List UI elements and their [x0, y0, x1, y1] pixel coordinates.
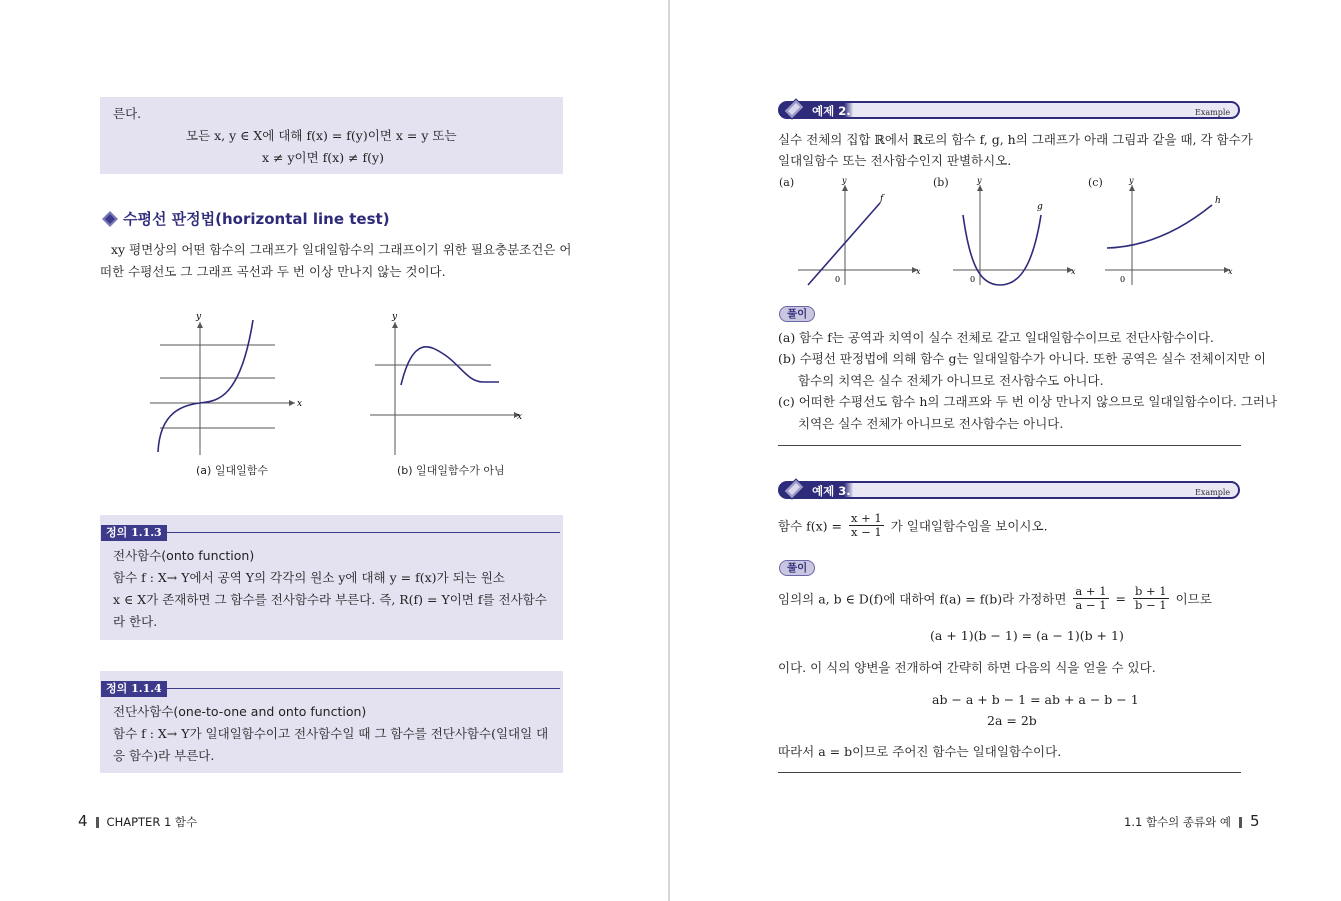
section-title: 수평선 판정법(horizontal line test)	[122, 210, 390, 228]
graph-h	[1100, 175, 1240, 290]
numerator: a + 1	[1075, 584, 1107, 598]
example-tag: Example	[1195, 108, 1231, 117]
chapter-title: CHAPTER 1 함수	[106, 815, 198, 829]
definition-1-1-3	[100, 515, 563, 640]
definition-line-3: 라 한다.	[113, 614, 158, 629]
solution-a: (a) 함수 f는 공역과 치역이 실수 전체로 같고 일대일함수이므로 전단사함수이다.	[778, 330, 1214, 345]
question-suffix: 가 일대일함수임을 보이시오.	[890, 518, 1048, 534]
right-footer	[1124, 812, 1260, 830]
denominator: a − 1	[1075, 598, 1107, 612]
definition-line-2: 응 함수)라 부른다.	[113, 748, 215, 763]
example-2-line-2: 일대일함수 또는 전사함수인지 판별하시오.	[778, 153, 1012, 168]
axis-x-label: x	[916, 267, 921, 276]
fraction	[1133, 585, 1169, 612]
diamond-icon	[101, 210, 119, 228]
graph-a-label: (a)	[779, 176, 795, 189]
example-2-label: 예제 2.	[812, 104, 851, 118]
example-2-line-1: 실수 전체의 집합 ℝ에서 ℝ로의 함수 f, g, h의 그래프가 아래 그림과 같을 때, 각 함수가	[778, 132, 1253, 147]
pencil-icon	[782, 97, 808, 121]
solution-b-1: (b) 수평선 판정법에 의해 함수 g는 일대일함수가 아니다. 또한 공역은 실수 전체이지만 이	[778, 351, 1266, 366]
definition-line-1: 함수 f : X→ Y에서 공역 Y의 각각의 원소 y에 대해 y = f(x)가 되는 원소	[113, 570, 505, 585]
curve-g-label: g	[1037, 202, 1043, 212]
solution-suffix: 이므로	[1175, 591, 1212, 607]
graph-f	[790, 175, 925, 290]
graph-b-label: (b)	[933, 176, 949, 189]
section-heading	[101, 208, 390, 229]
definition-title: 전사함수(onto function)	[113, 548, 255, 563]
denominator: x − 1	[850, 525, 882, 539]
fraction	[1073, 585, 1108, 612]
curve-h-label: h	[1215, 196, 1221, 206]
box-line-3: x ≠ y이면 f(x) ≠ f(y)	[262, 150, 384, 165]
equation-1: (a + 1)(b − 1) = (a − 1)(b + 1)	[930, 628, 1124, 643]
axis-y-label: y	[196, 312, 202, 322]
definition-tag: 정의 1.1.3	[101, 525, 167, 541]
example-3-label: 예제 3.	[812, 484, 851, 498]
figure-b-caption: (b) 일대일함수가 아님	[397, 464, 505, 477]
axis-x-label: x	[297, 399, 303, 409]
equals: =	[1115, 591, 1127, 606]
example-3-end-rule	[778, 772, 1241, 773]
curve-f-label: f	[880, 194, 884, 204]
solution-3-line-3: 따라서 a = b이므로 주어진 함수는 일대일함수이다.	[778, 744, 1062, 759]
graph-g	[945, 175, 1080, 290]
axis-y-label: y	[842, 176, 847, 185]
solution-c-2: 치역은 실수 전체가 아니므로 전사함수는 아니다.	[798, 416, 1064, 431]
solution-prefix: 임의의 a, b ∈ D(f)에 대하여 f(a) = f(b)라 가정하면	[778, 591, 1067, 607]
example-3-question	[778, 512, 1048, 539]
solution-c-1: (c) 어떠한 수평선도 함수 h의 그래프와 두 번 이상 만나지 않으므로 일대일함수이다. 그러나	[778, 394, 1278, 409]
section-title-footer: 1.1 함수의 종류와 예	[1124, 815, 1232, 829]
section-paragraph-2: 떠한 수평선도 그 그래프 곡선과 두 번 이상 만나지 않는 것이다.	[100, 264, 446, 279]
solution-3-line-1	[778, 585, 1212, 612]
solution-b-2: 함수의 치역은 실수 전체가 아니므로 전사함수도 아니다.	[798, 373, 1104, 388]
page-number: 4	[78, 812, 88, 830]
definition-continued-box	[100, 97, 563, 174]
section-paragraph-1: xy 평면상의 어떤 함수의 그래프가 일대일함수의 그래프이기 위한 필요충분조건은 어	[111, 242, 572, 257]
figure-a-caption: (a) 일대일함수	[196, 464, 268, 477]
definition-line-2: x ∈ X가 존재하면 그 함수를 전사함수라 부른다. 즉, R(f) = Y이면 f를 전사함수	[113, 592, 547, 607]
solution-pill: 풀이	[779, 306, 815, 322]
fraction	[849, 512, 884, 539]
pencil-icon	[782, 477, 808, 501]
figure-not-one-to-one	[365, 310, 535, 460]
box-line-1: 른다.	[113, 106, 142, 121]
origin-label: 0	[1120, 275, 1126, 284]
axis-x-label: x	[1071, 267, 1076, 276]
axis-x-label: x	[517, 412, 523, 422]
definition-1-1-4	[100, 671, 563, 773]
denominator: b − 1	[1135, 598, 1167, 612]
axis-y-label: y	[977, 176, 982, 185]
axis-y-label: y	[392, 312, 398, 322]
figure-one-to-one	[145, 310, 315, 460]
solution-3-line-2: 이다. 이 식의 양변을 전개하여 간략히 하면 다음의 식을 얻을 수 있다.	[778, 660, 1156, 675]
origin-label: 0	[835, 275, 841, 284]
example-2-end-rule	[778, 445, 1241, 446]
box-line-2: 모든 x, y ∈ X에 대해 f(x) = f(y)이면 x = y 또는	[186, 128, 457, 143]
definition-title: 전단사함수(one-to-one and onto function)	[113, 704, 367, 719]
page-number: 5	[1250, 812, 1260, 830]
numerator: b + 1	[1135, 584, 1167, 598]
equation-3: 2a = 2b	[987, 713, 1037, 728]
axis-y-label: y	[1129, 176, 1134, 185]
page-spine	[668, 0, 670, 901]
origin-label: 0	[970, 275, 976, 284]
equation-2: ab − a + b − 1 = ab + a − b − 1	[932, 692, 1139, 707]
axis-x-label: x	[1228, 267, 1233, 276]
numerator: x + 1	[850, 511, 882, 525]
graph-c-label: (c)	[1088, 176, 1103, 189]
solution-pill: 풀이	[779, 560, 815, 576]
left-footer	[78, 812, 197, 830]
definition-tag: 정의 1.1.4	[101, 681, 167, 697]
question-prefix: 함수 f(x) =	[778, 518, 842, 534]
definition-line-1: 함수 f : X→ Y가 일대일함수이고 전사함수일 때 그 함수를 전단사함수(일대일 대	[113, 726, 549, 741]
example-tag: Example	[1195, 488, 1231, 497]
